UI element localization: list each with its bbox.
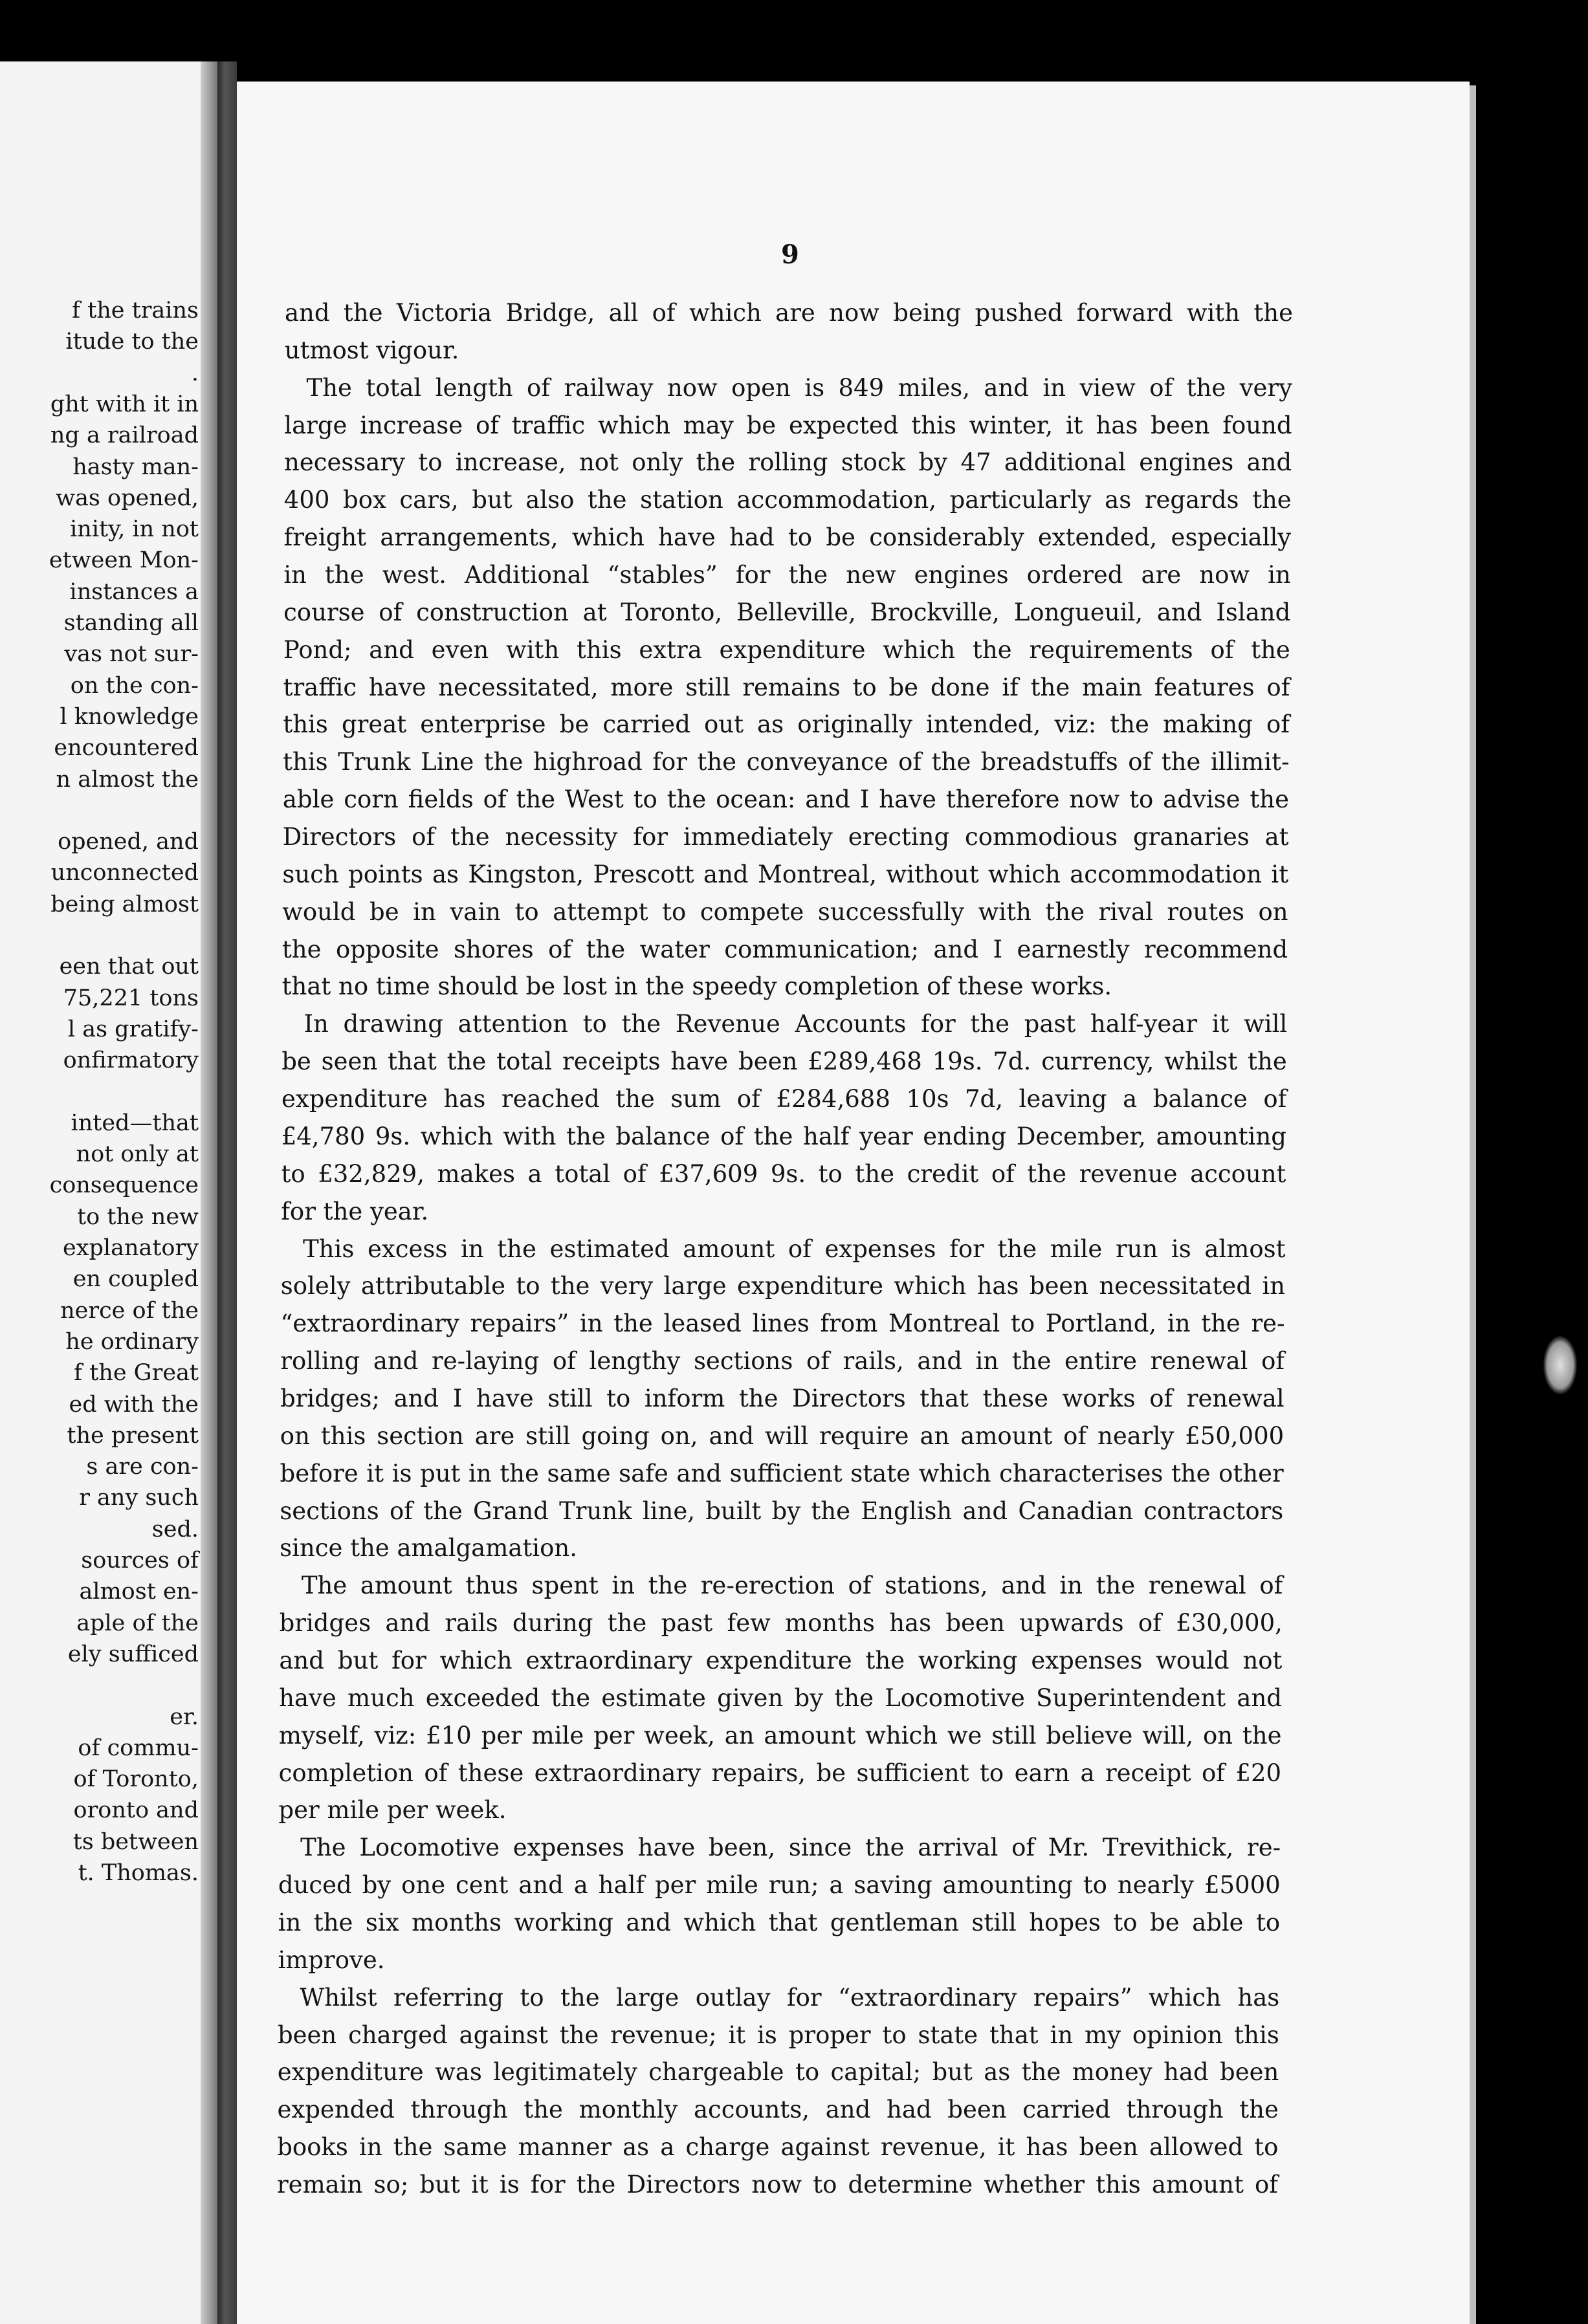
facing-page-line: ng a railroad (50, 422, 199, 449)
body-line: that no time should be lost in the speedy completion of these works. (281, 972, 1112, 1001)
facing-page-line: he ordinary (65, 1328, 199, 1355)
facing-page-line: encountered (54, 735, 199, 762)
page-edge (1470, 85, 1476, 2324)
body-line: and but for which extraordinary expenditure the working expenses would not (279, 1646, 1283, 1674)
body-line: to £32,829, makes a total of £37,609 9s. to the credit of the revenue account (281, 1159, 1286, 1188)
facing-page-line: inity, in not (70, 516, 199, 543)
facing-page-line: n almost the (56, 766, 199, 793)
body-line: and the Victoria Bridge, all of which are now being pushed forward with the (285, 299, 1293, 327)
body-line: solely attributable to the very large expenditure which has been necessitated in (280, 1272, 1286, 1300)
body-line: This excess in the estimated amount of expenses for the mile run is almost (303, 1234, 1286, 1263)
facing-page-line: f the Great (74, 1360, 199, 1387)
body-line: bridges; and I have still to inform the Directors that these works of renewal (280, 1384, 1285, 1412)
facing-page-line: l as gratify- (67, 1016, 199, 1042)
body-line: The Locomotive expenses have been, since the arrival of Mr. Trevithick, re- (300, 1834, 1281, 1862)
body-line: able corn fields of the West to the ocean: and I have therefore now to advise the (282, 785, 1289, 814)
facing-page-line: opened, and (58, 829, 199, 855)
scan-artifact (1543, 1336, 1577, 1394)
body-line: Pond; and even with this extra expenditure which the requirements of the (283, 635, 1290, 664)
facing-page-line: aple of the (76, 1610, 199, 1636)
facing-page-line: of Toronto, (73, 1766, 199, 1793)
body-line: be seen that the total receipts have been £289,468 19s. 7d. currency, whilst the (281, 1047, 1287, 1076)
body-line: expenditure was legitimately chargeable to capital; but as the money had been (277, 2058, 1279, 2087)
body-line: myself, viz: £10 per mile per week, an amount which we still believe will, on the (278, 1721, 1282, 1749)
facing-page-line: oronto and (73, 1797, 199, 1824)
facing-page-line: to the new (77, 1203, 199, 1230)
facing-page-line: instances a (69, 578, 199, 605)
gutter-shadow (201, 61, 217, 2324)
facing-page-line: sources of (81, 1548, 199, 1573)
body-line: for the year. (281, 1197, 429, 1225)
facing-page-line: onfirmatory (63, 1047, 199, 1074)
body-line: duced by one cent and a half per mile run; a saving amounting to nearly £5000 (278, 1871, 1281, 1900)
body-line: Directors of the necessity for immediately erecting commodious granaries at (282, 823, 1289, 851)
facing-page-line: een that out (59, 954, 199, 980)
facing-page-line: the present (67, 1422, 199, 1449)
facing-page-line: l knowledge (60, 703, 199, 730)
body-line: necessary to increase, not only the rolling stock by 47 additional engines and (284, 448, 1292, 477)
facing-page-line: was opened, (56, 485, 199, 511)
facing-page-line: ely sufficed (67, 1641, 199, 1667)
body-line: The total length of railway now open is 849 miles, and in view of the very (306, 373, 1293, 402)
body-line: would be in vain to attempt to compete successfully with the rival routes on (282, 897, 1288, 926)
facing-page-line: itude to the (65, 329, 199, 355)
body-line: since the amalgamation. (280, 1534, 577, 1562)
body-line: traffic have necessitated, more still remains to be done if the main features of (283, 673, 1290, 701)
facing-page-line: . (191, 360, 199, 386)
body-line: “extraordinary repairs” in the leased lines from Montreal to Portland, in the re- (280, 1310, 1285, 1338)
body-line: in the west. Additional “stables” for the new engines ordered are now in (283, 561, 1291, 589)
body-line: improve. (278, 1946, 385, 1974)
facing-page-line: r any such (79, 1485, 199, 1511)
body-line: freight arrangements, which have had to be considerably extended, especially (283, 523, 1292, 552)
body-line: The amount thus spent in the re-erection of stations, and in the renewal of (301, 1572, 1283, 1600)
body-line: books in the same manner as a charge against revenue, it has been allowed to (277, 2133, 1279, 2162)
facing-page-line: unconnected (50, 860, 199, 886)
body-line: this great enterprise be carried out as originally intended, viz: the making of (283, 710, 1290, 739)
body-line: such points as Kingston, Prescott and Montreal, without which accommodation it (282, 860, 1289, 888)
facing-page-line: inted—that (71, 1110, 199, 1136)
body-line: per mile per week. (278, 1796, 507, 1825)
facing-page-line: of commu- (78, 1735, 199, 1761)
body-line: course of construction at Toronto, Belleville, Brockville, Longueuil, and Island (283, 598, 1291, 626)
facing-page-line: nerce of the (60, 1297, 199, 1324)
body-line: before it is put in the same safe and sufficient state which characterises the other (280, 1459, 1284, 1487)
body-line: Whilst referring to the large outlay for “extraordinary repairs” which has (300, 1983, 1280, 2012)
body-line: bridges and rails during the past few months has been upwards of £30,000, (279, 1609, 1283, 1638)
facing-page-line: hasty man- (72, 454, 199, 480)
facing-page-line: not only at (76, 1141, 199, 1168)
facing-page-line: explanatory (63, 1235, 199, 1261)
facing-page-line: s are con- (86, 1454, 199, 1480)
body-line: utmost vigour. (284, 336, 459, 364)
facing-page-line: almost en- (79, 1579, 199, 1605)
body-line: completion of these extraordinary repairs, be sufficient to earn a receipt of £20 (278, 1759, 1282, 1787)
body-line: 400 box cars, but also the station accommodation, particularly as regards the (283, 486, 1292, 514)
facing-page-line: on the con- (70, 672, 199, 699)
facing-page-line: ed with the (69, 1391, 199, 1418)
body-line: sections of the Grand Trunk line, built by the English and Canadian contractors (280, 1496, 1284, 1525)
body-line: been charged against the revenue; it is proper to state that in my opinion this (277, 2021, 1279, 2049)
body-line: have much exceeded the estimate given by the Locomotive Superintendent and (279, 1683, 1282, 1712)
facing-page-line: f the trains (72, 298, 199, 323)
body-line: in the six months working and which that gentleman still hopes to be able to (278, 1908, 1281, 1936)
body-line: In drawing attention to the Revenue Accounts for the past half-year it will (303, 1010, 1288, 1038)
facing-page-line: ght with it in (50, 391, 199, 417)
body-line: rolling and re-laying of lengthy sections of rails, and in the entire renewal of (280, 1347, 1285, 1376)
page-number: 9 (781, 239, 799, 270)
facing-page-line: etween Mon- (49, 547, 199, 574)
body-line: large increase of traffic which may be expected this winter, it has been found (284, 411, 1292, 439)
body-line: expended through the monthly accounts, and had been carried through the (277, 2096, 1279, 2124)
facing-page (0, 61, 210, 2324)
body-line: the opposite shores of the water communication; and I earnestly recommend (281, 935, 1288, 963)
facing-page-line: vas not sur- (64, 641, 199, 668)
book-spine-edge (217, 61, 237, 2324)
facing-page-line: being almost (50, 891, 199, 917)
facing-page-line: standing all (63, 610, 199, 636)
facing-page-line: er. (170, 1704, 199, 1730)
facing-page-line: t. Thomas. (78, 1860, 199, 1886)
body-line: this Trunk Line the highroad for the conveyance of the breadstuffs of the illimit- (283, 748, 1290, 776)
facing-page-line: ts between (72, 1828, 199, 1855)
body-line: remain so; but it is for the Directors now to determine whether this amount of (277, 2171, 1278, 2198)
facing-page-line: 75,221 tons (63, 985, 199, 1011)
body-line: on this section are still going on, and will require an amount of nearly £50,000 (280, 1421, 1285, 1450)
facing-page-line: sed. (151, 1516, 199, 1542)
facing-page-line: en coupled (72, 1266, 199, 1293)
body-line: £4,780 9s. which with the balance of the half year ending December, amounting (281, 1122, 1286, 1150)
facing-page-line: consequence (49, 1172, 199, 1199)
body-line: expenditure has reached the sum of £284,688 10s 7d, leaving a balance of (281, 1085, 1287, 1113)
